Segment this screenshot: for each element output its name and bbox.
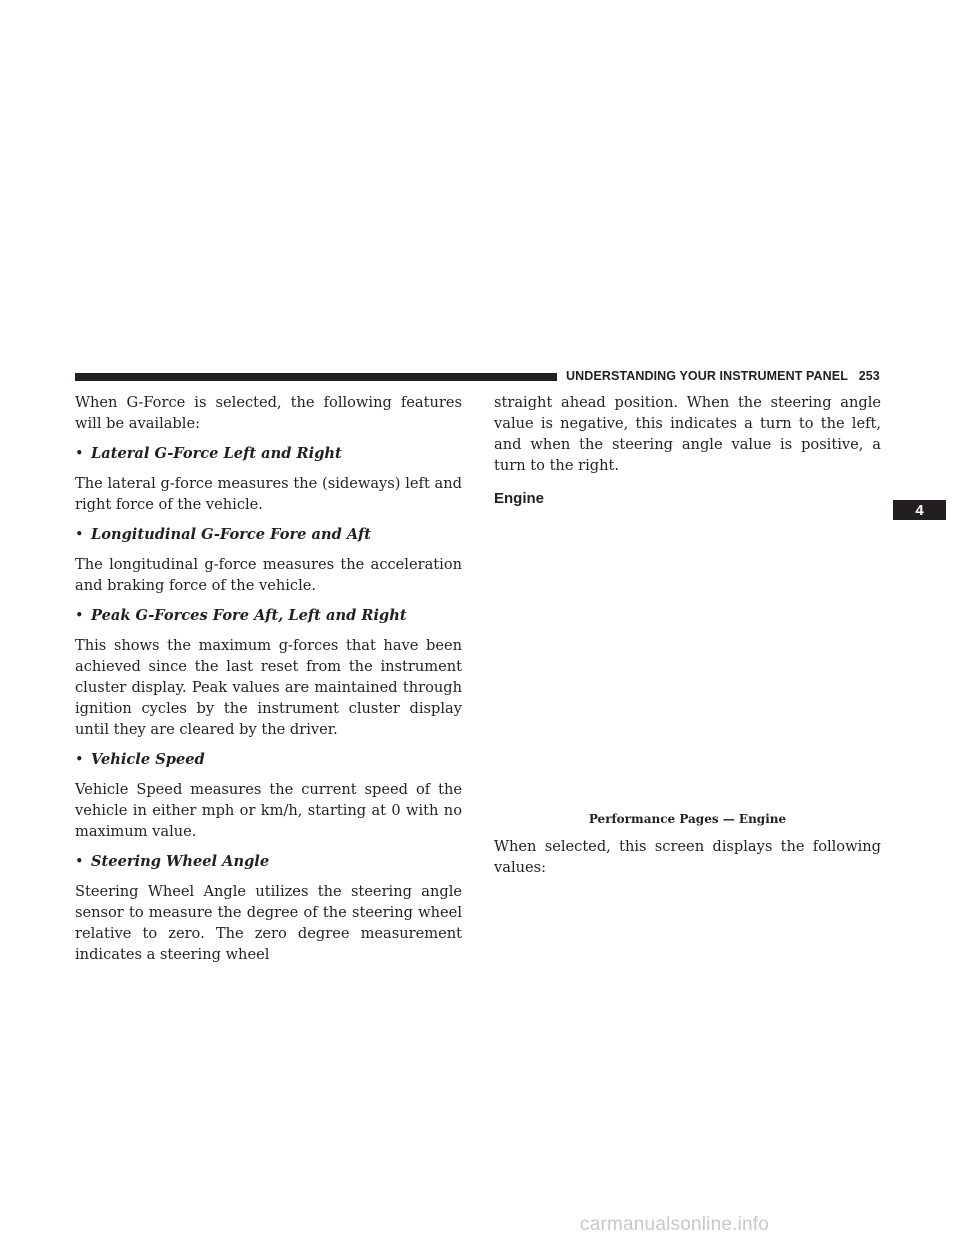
bullet-icon: •	[75, 607, 84, 624]
body-paragraph: The lateral g-force measures the (sideways) left and right force of the vehicle.	[75, 475, 462, 513]
section-heading: Engine	[494, 490, 545, 507]
after-figure-paragraph: When selected, this screen displays the following values:	[494, 838, 881, 876]
running-header	[566, 369, 880, 383]
bullet-heading: Peak G-Forces Fore Aft, Left and Right	[91, 607, 407, 624]
body-paragraph: Steering Wheel Angle utilizes the steering angle sensor to measure the degree of the steering wheel relative to zero. The zero degree measurement indicates a steering wheel	[75, 883, 462, 963]
bullet-heading: Vehicle Speed	[91, 751, 205, 768]
bullet-item	[75, 443, 462, 464]
body-paragraph: Vehicle Speed measures the current speed of the vehicle in either mph or km/h, starting at 0 with no maximum value.	[75, 781, 462, 840]
figure-placeholder	[494, 509, 881, 809]
intro-paragraph: When G-Force is selected, the following features will be available:	[75, 394, 462, 432]
bullet-heading: Longitudinal G-Force Fore and Aft	[91, 526, 371, 543]
bullet-icon: •	[75, 853, 84, 870]
right-column	[494, 392, 881, 887]
bullet-item	[75, 749, 462, 770]
bullet-icon: •	[75, 751, 84, 768]
bullet-item	[75, 851, 462, 872]
bullet-icon: •	[75, 445, 84, 462]
body-paragraph: This shows the maximum g-forces that have been achieved since the last reset from the instrument cluster display. Peak values are maintained through ignition cycles by the instrument cluster display until they are cleared by the driver.	[75, 637, 462, 738]
page-number: 253	[858, 369, 880, 383]
header-bar	[75, 373, 557, 381]
watermark: carmanualsonline.info	[580, 1214, 770, 1235]
bullet-item	[75, 605, 462, 626]
bullet-item	[75, 524, 462, 545]
figure-caption: Performance Pages — Engine	[588, 812, 787, 826]
continuation-paragraph: straight ahead position. When the steering angle value is negative, this indicates a turn to the left, and when the steering angle value is positive, a turn to the right.	[494, 394, 881, 474]
body-paragraph: The longitudinal g-force measures the acceleration and braking force of the vehicle.	[75, 556, 462, 594]
header-title: UNDERSTANDING YOUR INSTRUMENT PANEL	[566, 369, 848, 383]
bullet-heading: Steering Wheel Angle	[91, 853, 270, 870]
chapter-tab: 4	[893, 500, 946, 520]
bullet-heading: Lateral G-Force Left and Right	[91, 445, 342, 462]
bullet-icon: •	[75, 526, 84, 543]
left-column	[75, 392, 462, 974]
